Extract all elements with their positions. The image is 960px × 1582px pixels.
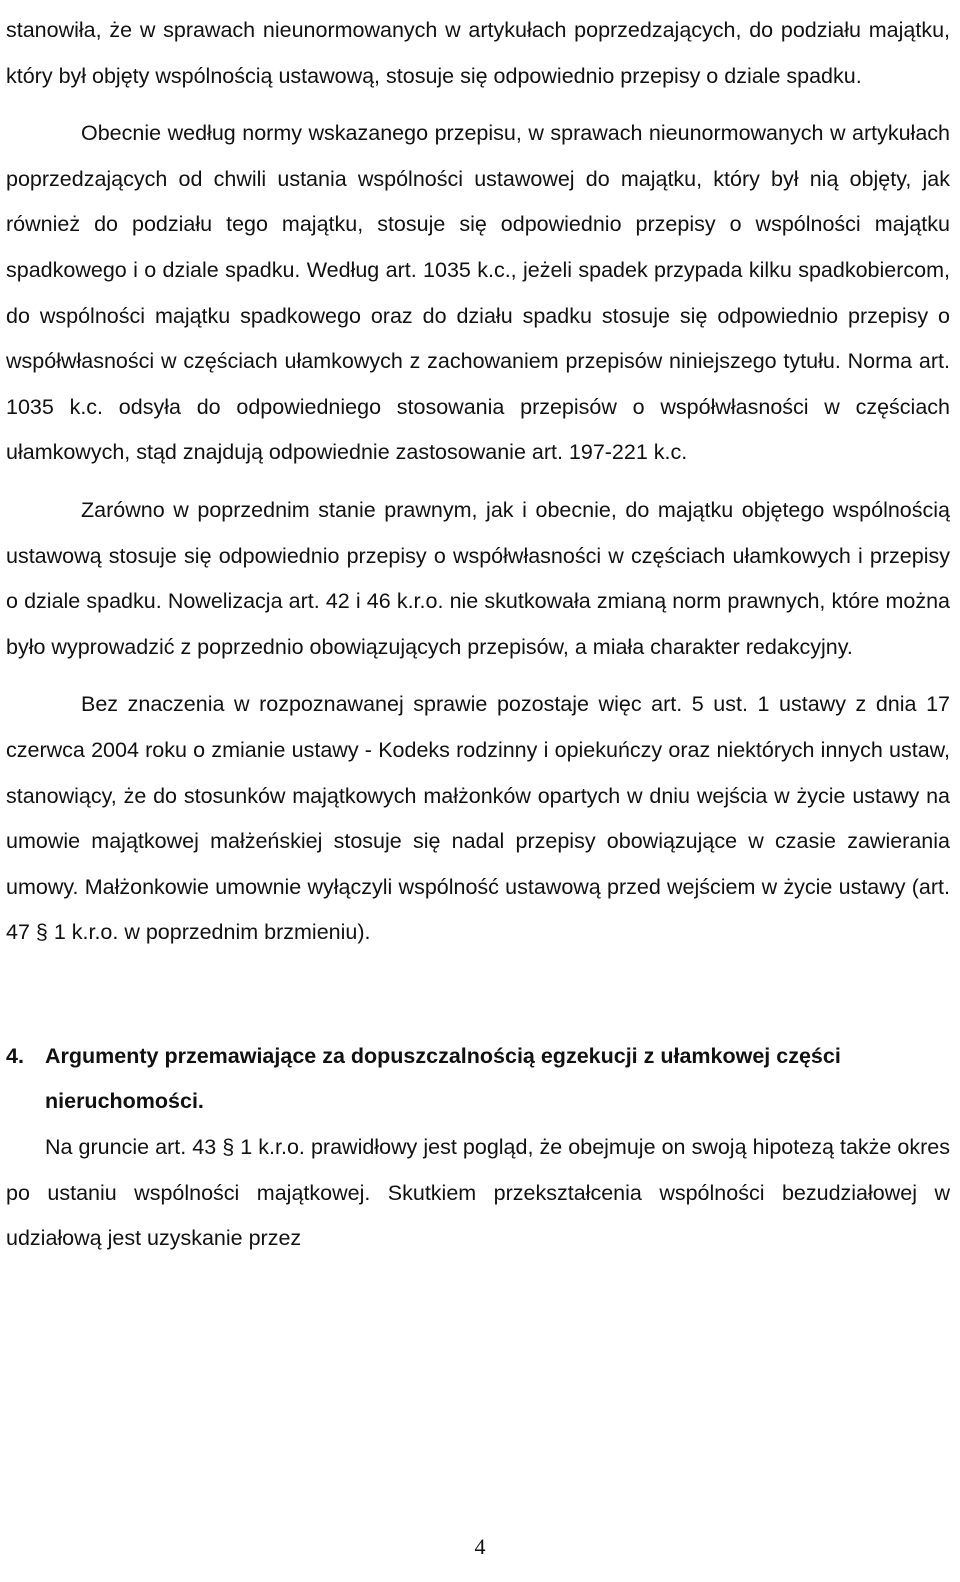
page-number: 4 — [474, 1534, 486, 1559]
section-title: Argumenty przemawiające za dopuszczalnością egzekucji z ułamkowej części nieruchomości. — [45, 1043, 841, 1114]
section-number: 4. — [6, 1043, 24, 1068]
section-body-paragraph: Na gruncie art. 43 § 1 k.r.o. prawidłowy jest pogląd, że obejmuje on swoją hipotezą także okres po ustaniu wspólności majątkowej. Skutkiem przekształcenia wspólności bezudziałowej w udziałową jest uzyskanie przez — [6, 1135, 950, 1251]
paragraph-continuation: stanowiła, że w sprawach nieunormowanych w artykułach poprzedzających, do podziału majątku, który był objęty wspólnością ustawową, stosuje się odpowiednio przepisy o dziale spadku. — [6, 18, 950, 88]
document-page — [6, 8, 950, 1262]
paragraph-current-law: Obecnie według normy wskazanego przepisu, w sprawach nieunormowanych w artykułach poprzedzających od chwili ustania wspólności ustawowej do majątku, który był nią objęty, jak również do podziału tego majątku, stosuje się odpowiednio przepisy o wspólności majątku spadkowego i o dziale spadku. Według art. 1035 k.c., jeżeli spadek przypada kilku spadkobiercom, do wspólności majątku spadkowego oraz do działu spadku stosuje się odpowiednio przepisy o współwłasności w częściach ułamkowych z zachowaniem przepisów niniejszego tytułu. Norma art. 1035 k.c. odsyła do odpowiedniego stosowania przepisów o współwłasności w częściach ułamkowych, stąd znajdują odpowiednie zastosowanie art. 197-221 k.c. — [6, 121, 950, 465]
paragraph-irrelevance: Bez znaczenia w rozpoznawanej sprawie pozostaje więc art. 5 ust. 1 ustawy z dnia 17 czerwca 2004 roku o zmianie ustawy - Kodeks rodzinny i opiekuńczy oraz niektórych innych ustaw, stanowiący, że do stosunków majątkowych małżonków opartych w dniu wejścia w życie ustawy na umowie majątkowej małżeńskiej stosuje się nadal przepisy obowiązujące w czasie zawierania umowy. Małżonkowie umownie wyłączyli wspólność ustawową przed wejściem w życie ustawy (art. 47 § 1 k.r.o. w poprzednim brzmieniu). — [6, 692, 950, 945]
section-heading — [6, 1034, 950, 1125]
paragraph-both-regimes: Zarówno w poprzednim stanie prawnym, jak i obecnie, do majątku objętego wspólnością ustawową stosuje się odpowiednio przepisy o współwłasności w częściach ułamkowych i przepisy o dziale spadku. Nowelizacja art. 42 i 46 k.r.o. nie skutkowała zmianą norm prawnych, które można było wyprowadzić z poprzednio obowiązujących przepisów, a miała charakter redakcyjny. — [6, 497, 950, 659]
